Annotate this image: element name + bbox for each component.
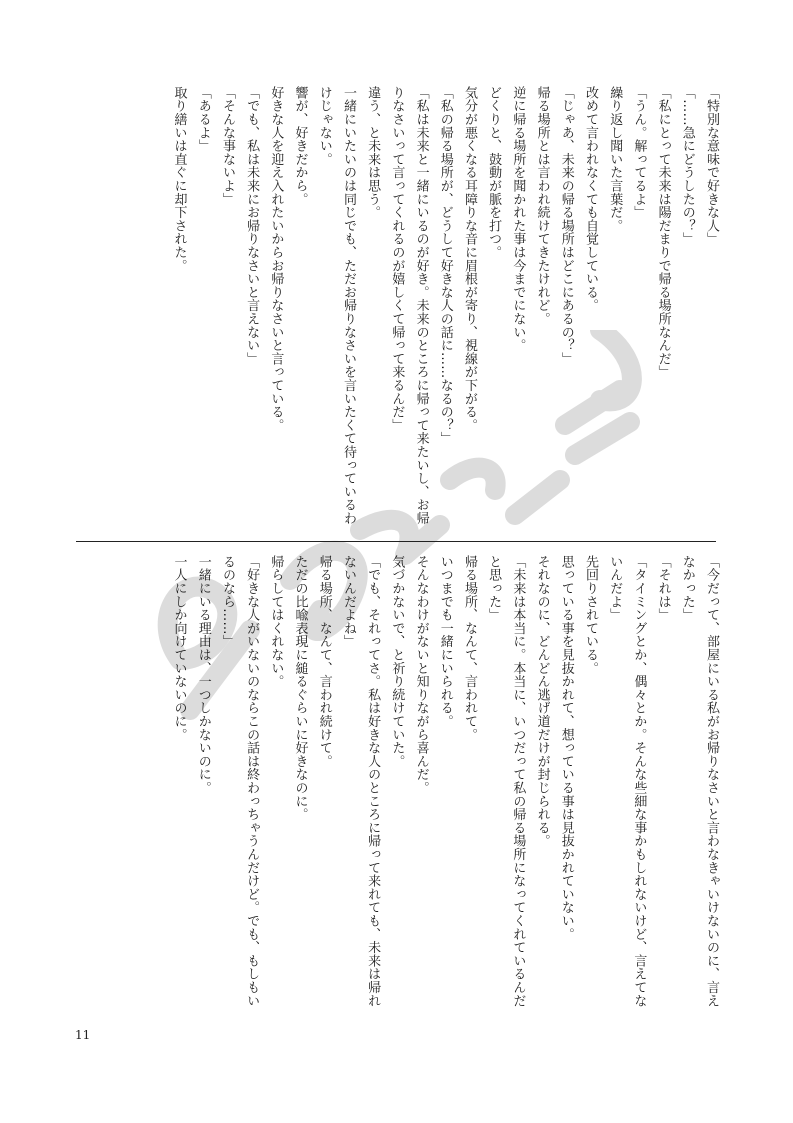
- text-line: 先回りされている。: [582, 555, 598, 675]
- text-line: ただの比喩表現に縋るぐらいに好きなのに。: [292, 555, 308, 821]
- text-line: 取り繕いは直ぐに却下された。: [171, 86, 187, 273]
- text-line: 「私にとって未来は陽だまりで帰る場所なんだ」: [655, 86, 671, 379]
- top-text-block: [83, 86, 723, 538]
- text-line: 一人にしか向けていないのに。: [171, 555, 187, 742]
- text-line: 「そんな事ないよ」: [219, 86, 235, 206]
- text-line: 「私の帰る場所が、どうして好きな人の話に……なるの？」: [437, 86, 453, 446]
- text-line: 「それは」: [655, 555, 671, 622]
- text-line: いつまでも一緒にいられる。: [437, 555, 453, 728]
- text-line: 「好きな人がいないのならこの話は終わっちゃうんだけど。でも、もしもいるのなら……」: [219, 555, 260, 1008]
- text-line: 「私は未来と一緒にいるのが好き。未来のところに帰って来たいし、お帰りなさいって言ってくれるのが嬉しくて帰って来るんだ」: [389, 86, 429, 525]
- text-line: 思っている事を見抜かれて、想っている事は見抜かれていない。: [558, 555, 574, 941]
- text-line: 「あるよ」: [195, 86, 211, 153]
- page-number: 11: [75, 1028, 91, 1042]
- text-line: 「未来は本当に。本当に、いつだって私の帰る場所になってくれているんだと思った」: [486, 555, 526, 1008]
- text-line: そんなわけがないと知りながら喜んだ。: [413, 555, 429, 795]
- text-line: 帰らしてはくれない。: [268, 555, 284, 688]
- text-line: 改めて言われなくても自覚している。: [582, 86, 598, 313]
- text-line: 繰り返し聞いた言葉だ。: [607, 86, 623, 233]
- text-line: 「特別な意味で好きな人」: [704, 86, 719, 246]
- text-line: それなのに、どんどん逃げ道だけが封じられる。: [534, 555, 550, 848]
- text-line: 「じゃあ、未来の帰る場所はどこにあるの？」: [558, 86, 574, 366]
- text-line: 帰る場所とは言われ続けてきたけれど。: [534, 86, 550, 326]
- text-line: 気分が悪くなる耳障りな音に眉根が寄り、視線が下がる。: [461, 86, 477, 432]
- text-line: 「タイミングとか、偶々とか。そんな些細な事かもしれないけど、言えてないんだよ」: [607, 555, 647, 1008]
- text-line: 一緒にいたいのは同じでも、ただお帰りなさいを言いたくて待っているわけじゃない。: [316, 86, 356, 525]
- text-line: 帰る場所、なんて、言われ続けて。: [316, 555, 332, 768]
- text-line: 「でも、私は未来にお帰りなさいと言えない」: [244, 86, 260, 366]
- text-line: 違う、と未来は思う。: [365, 86, 381, 219]
- text-line: 「うん。解ってるよ」: [631, 86, 647, 219]
- text-line: どくりと、鼓動が脈を打つ。: [486, 86, 502, 259]
- text-line: 一緒にいる理由は、一つしかないのに。: [195, 555, 211, 795]
- text-line: 逆に帰る場所を聞かれた事は今までにない。: [510, 86, 526, 352]
- text-line: 「今だって、部屋にいる私がお帰りなさいと言わなきゃいけないのに、言えなかった」: [679, 555, 719, 1008]
- bottom-text-block: [83, 555, 723, 1017]
- text-line: 好きな人を迎え入れたいからお帰りなさいと言っている。: [268, 86, 284, 432]
- text-line: 響が、好きだから。: [292, 86, 308, 206]
- text-line: 気づかないで、と祈り続けていた。: [389, 555, 405, 768]
- text-line: 「でも、それってさ。私は好きな人のところに帰って来れても、未来は帰れないんだよね」: [340, 555, 381, 1008]
- text-line: 帰る場所、なんて、言われて。: [461, 555, 477, 742]
- text-line: 「……急にどうしたの？」: [679, 86, 695, 246]
- section-divider: [76, 541, 716, 542]
